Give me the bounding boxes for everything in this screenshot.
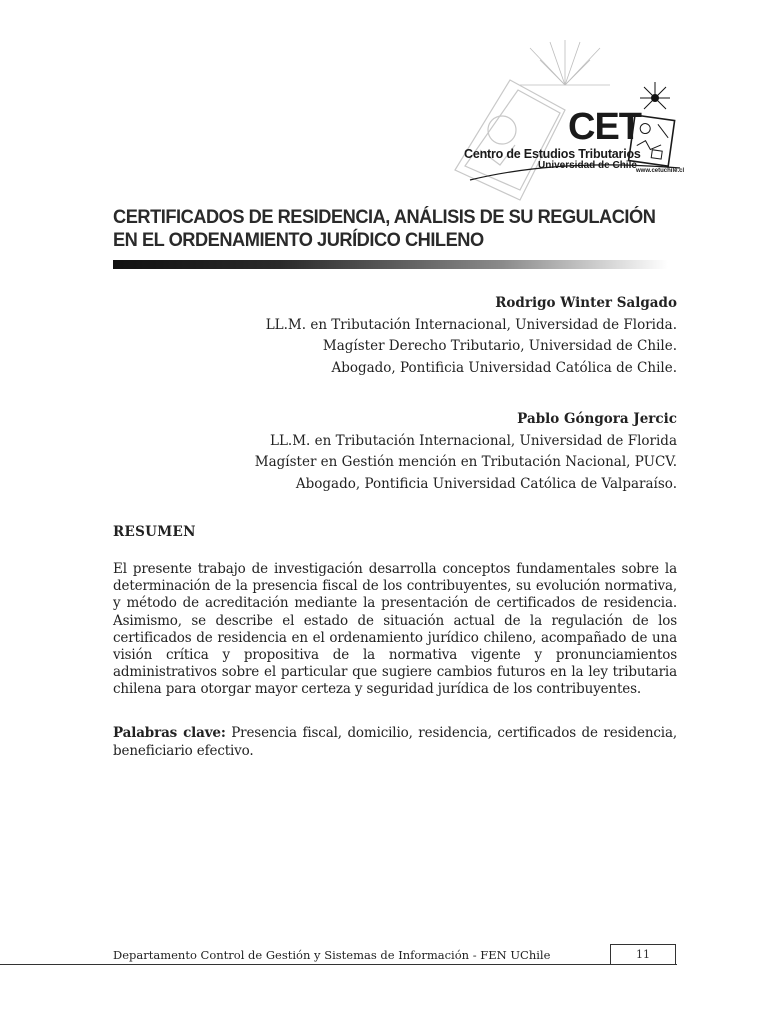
keywords-text: Presencia fiscal, domicilio, residencia, certificados de residencia, beneficiario efectivo. xyxy=(113,725,678,759)
logo-university: Universidad de Chile xyxy=(538,160,637,171)
cet-logo xyxy=(440,40,690,210)
keywords xyxy=(113,725,677,760)
university-seal-icon xyxy=(440,40,690,210)
footer-divider xyxy=(0,964,677,965)
author-name: Pablo Góngora Jercic xyxy=(517,411,677,427)
author-name: Rodrigo Winter Salgado xyxy=(495,295,677,311)
author-credential: Magíster en Gestión mención en Tributación Nacional, PUCV. xyxy=(254,454,677,470)
logo-name: Centro de Estudios Tributarios xyxy=(464,147,641,161)
author-credential: Magíster Derecho Tributario, Universidad de Chile. xyxy=(322,338,677,354)
logo-website: www.cetuchile.cl xyxy=(636,168,685,174)
author-credential: Abogado, Pontificia Universidad Católica de Chile. xyxy=(331,359,677,376)
footer-text: Departamento Control de Gestión y Sistemas de Información - FEN UChile xyxy=(113,948,551,962)
abstract-body: El presente trabajo de investigación desarrolla conceptos fundamentales sobre la determinación de la presencia fiscal de los contribuyentes, su evolución normativa, y método de acreditación mediante la presentación de certificados de residencia. Asimismo, se describe el estado de situación actual de la regulación de los certificados de residencia en el ordenamiento jurídico chileno, acompañado de una visión crítica y propositiva de la normativa vigente y pronunciamientos administrativos sobre el particular que sugiere cambios futuros en la ley tributaria chilena para otorgar mayor certeza y seguridad jurídica de los contribuyentes. xyxy=(113,561,677,698)
author-block xyxy=(266,293,677,379)
abstract-heading: RESUMEN xyxy=(113,524,196,540)
author-credential: LL.M. en Tributación Internacional, Universidad de Florida. xyxy=(265,316,677,333)
author-block xyxy=(255,409,677,495)
logo-acronym: CET xyxy=(568,106,641,148)
title-underline xyxy=(113,260,668,269)
keywords-label: Palabras clave: xyxy=(113,725,226,741)
author-credential: LL.M. en Tributación Internacional, Universidad de Florida xyxy=(270,432,677,449)
page-number: 11 xyxy=(610,944,676,964)
author-credential: Abogado, Pontificia Universidad Católica de Valparaíso. xyxy=(295,475,677,492)
page-title: CERTIFICADOS DE RESIDENCIA, ANÁLISIS DE SU REGULACIÓN EN EL ORDENAMIENTO JURÍDICO CHILENO xyxy=(113,207,656,251)
